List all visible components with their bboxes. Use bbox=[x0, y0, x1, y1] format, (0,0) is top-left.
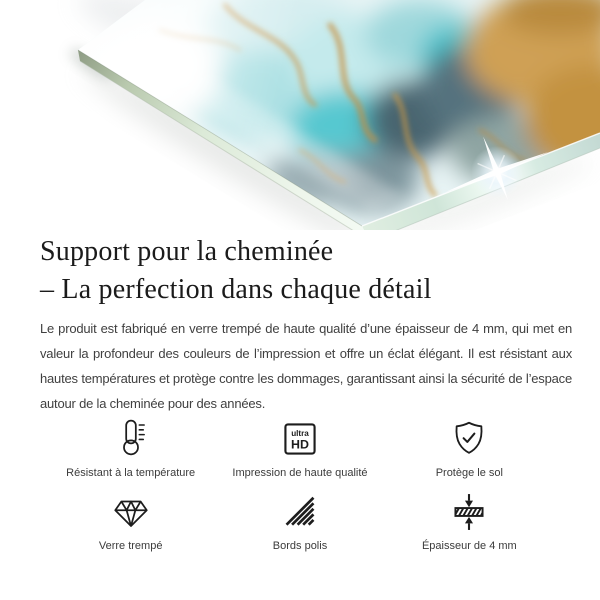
text-content bbox=[0, 230, 600, 564]
feature-floor-protection bbox=[385, 418, 554, 479]
feature-thickness bbox=[385, 491, 554, 552]
feature-label: Protège le sol bbox=[435, 467, 503, 479]
page-title bbox=[40, 230, 572, 309]
title-line-1: Support pour la cheminée bbox=[40, 236, 334, 267]
feature-label: Résistant à la température bbox=[66, 467, 196, 479]
ultra-hd-icon bbox=[282, 418, 318, 460]
glass-panel-graphic bbox=[0, 0, 600, 230]
features-grid bbox=[40, 418, 572, 564]
product-description-text: Le produit est fabriqué en verre trempé de haute qualité d’une épaisseur de 4 mm, qui met en valeur la profondeur des couleurs de l’impression et offre un éclat élégant. Il est résistant aux hautes températures et protège contre les dommages, garantissant ainsi la sécurité de l’espace autour de la cheminée pour des années. bbox=[40, 321, 572, 411]
feature-polished-edges bbox=[215, 491, 384, 552]
svg-text:ultra: ultra bbox=[291, 429, 309, 438]
feature-print-quality bbox=[215, 418, 384, 479]
feature-label: Impression de haute qualité bbox=[232, 467, 368, 479]
shield-check-icon bbox=[449, 418, 489, 460]
thickness-4mm-icon bbox=[448, 491, 490, 533]
feature-label: Bords polis bbox=[272, 540, 328, 552]
thermometer-icon bbox=[111, 418, 151, 460]
polished-edges-icon bbox=[281, 491, 319, 533]
diamond-icon bbox=[110, 491, 152, 533]
feature-label: Épaisseur de 4 mm bbox=[421, 540, 517, 552]
feature-tempered-glass bbox=[46, 491, 215, 552]
feature-label: Verre trempé bbox=[98, 540, 163, 552]
svg-text:HD: HD bbox=[291, 437, 309, 452]
product-image bbox=[0, 0, 600, 230]
title-line-2: – La perfection dans chaque détail bbox=[40, 274, 432, 305]
feature-temperature bbox=[46, 418, 215, 479]
